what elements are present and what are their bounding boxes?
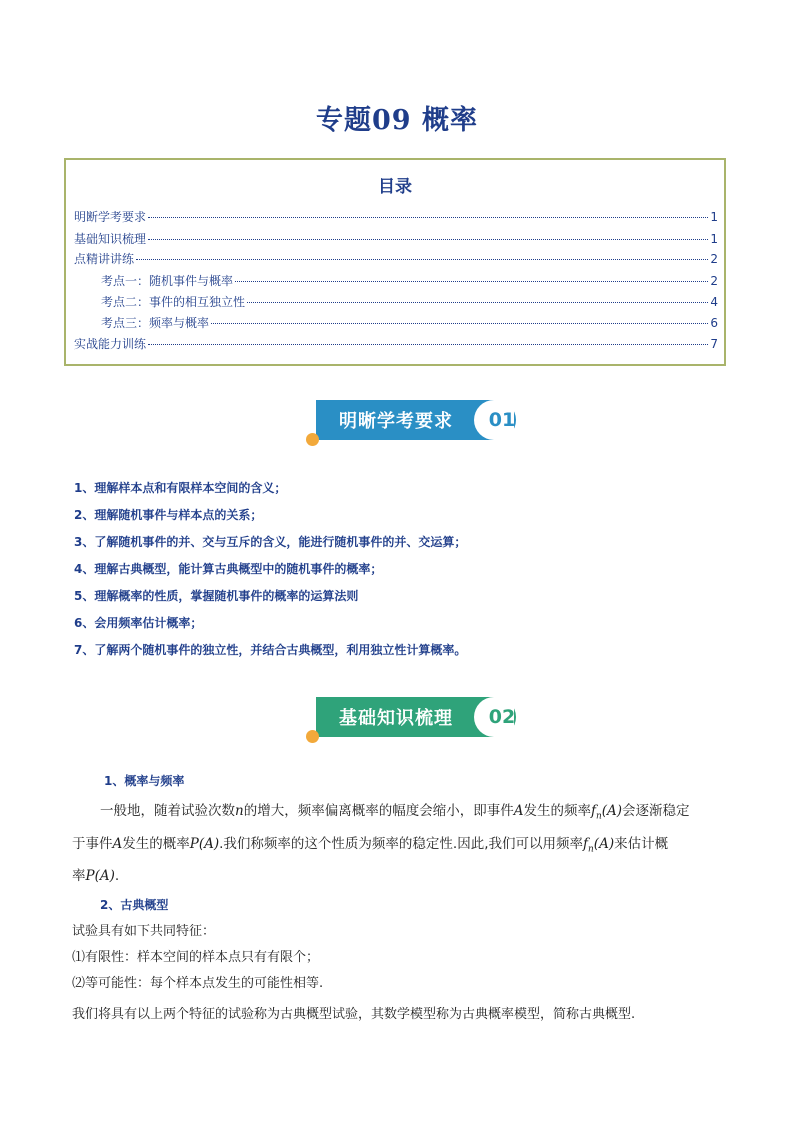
toc-heading: 目录: [378, 177, 412, 197]
toc-entry-page: 4: [710, 295, 718, 309]
section-banner-requirements: [306, 398, 528, 448]
banner-dot: [306, 433, 319, 446]
toc-entry-page: 2: [710, 252, 718, 266]
toc-entry[interactable]: [101, 293, 718, 307]
toc-entry-label: 点精讲讲练: [74, 252, 135, 266]
paragraph-line: ⑴有限性：样本空间的样本点只有有限个；: [72, 950, 320, 965]
page-title: 专题09 概率: [316, 105, 478, 136]
section-banner-number: 02: [488, 706, 516, 728]
toc-entry-label: 基础知识梳理: [74, 232, 147, 246]
section-banner-number: 01: [488, 409, 516, 431]
section-banner-label: 明晰学考要求: [316, 400, 476, 440]
toc-entry[interactable]: [101, 314, 718, 328]
toc-entry-page: 2: [710, 274, 718, 288]
toc-entry[interactable]: [101, 272, 718, 286]
paragraph-line: 我们将具有以上两个特征的试验称为古典概型试验，其数学模型称为古典概率模型，简称古典概型.: [72, 1007, 636, 1022]
toc-entry-page: 1: [710, 232, 718, 246]
requirement-item: 5、理解概率的性质，掌握随机事件的概率的运算法则: [74, 589, 359, 603]
requirement-item: 1、理解样本点和有限样本空间的含义；: [74, 481, 287, 495]
toc-entry-label: 明断学考要求: [74, 210, 147, 224]
toc-entry-label: 考点二：事件的相互独立性: [101, 295, 246, 309]
toc-entry[interactable]: [74, 230, 718, 244]
requirement-item: 2、理解随机事件与样本点的关系；: [74, 508, 263, 522]
toc-entry-page: 6: [710, 316, 718, 330]
toc-entry-page: 1: [710, 210, 718, 224]
requirement-item: 6、会用频率估计概率；: [74, 616, 203, 630]
toc-entry-label: 考点一：随机事件与概率: [101, 274, 234, 288]
toc-entry-label: 考点三：频率与概率: [101, 316, 210, 330]
subsection-heading: 2、古典概型: [100, 898, 169, 912]
paragraph-line: 于事件A发生的概率P(A).我们称频率的这个性质为频率的稳定性.因此,我们可以用频率$f_n(A)$来估计概: [72, 836, 669, 855]
section-banner-knowledge: [306, 695, 528, 745]
toc-entry-label: 实战能力训练: [74, 337, 147, 351]
requirement-item: 3、了解随机事件的并、交与互斥的含义，能进行随机事件的并、交运算；: [74, 535, 467, 549]
banner-dot: [306, 730, 319, 743]
paragraph-line: ⑵等可能性：每个样本点发生的可能性相等.: [72, 976, 324, 991]
toc-entry[interactable]: [74, 250, 718, 264]
toc-entry-page: 7: [710, 337, 718, 351]
paragraph-line: 试验具有如下共同特征：: [72, 924, 216, 939]
requirement-item: 7、了解两个随机事件的独立性，并结合古典概型，利用独立性计算概率。: [74, 643, 467, 657]
requirement-item: 4、理解古典概型，能计算古典概型中的随机事件的概率；: [74, 562, 383, 576]
subsection-heading: 1、概率与频率: [104, 774, 185, 788]
toc-entry[interactable]: [74, 208, 718, 222]
paragraph-line: 率P(A).: [72, 868, 120, 884]
table-of-contents: [64, 158, 726, 366]
section-banner-label: 基础知识梳理: [316, 697, 476, 737]
paragraph-line: 一般地，随着试验次数n的增大，频率偏离概率的幅度会缩小，即事件A发生的频率$f_n(A)$会逐渐稳定: [100, 803, 690, 822]
toc-entry[interactable]: [74, 335, 718, 349]
